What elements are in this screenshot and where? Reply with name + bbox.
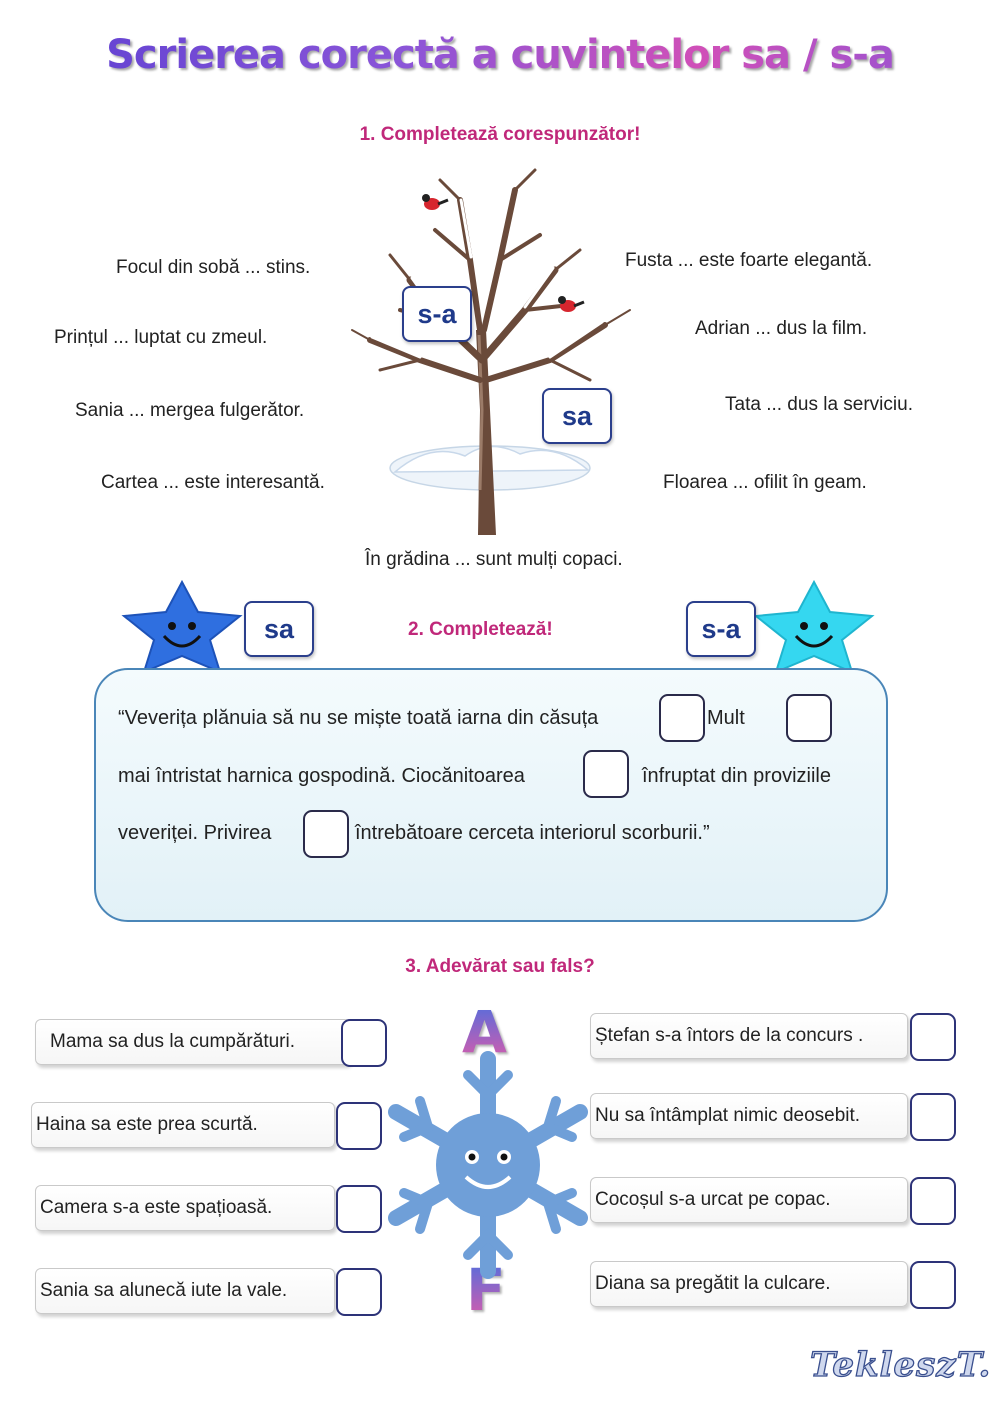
- story-text: întrebătoare cerceta interiorul scorburii.”: [355, 822, 710, 844]
- sentence: Floarea ... ofilit în geam.: [663, 472, 867, 493]
- answer-box[interactable]: [336, 1102, 382, 1150]
- bird-icon: [558, 296, 584, 312]
- answer-blank[interactable]: [659, 694, 705, 742]
- author-signature: TekleszT.: [810, 1345, 992, 1385]
- story-text: Mult: [707, 707, 745, 729]
- answer-box[interactable]: [910, 1261, 956, 1309]
- page-title: Scrierea corectă a cuvintelor sa / s-a: [0, 32, 1000, 78]
- answer-box[interactable]: [341, 1019, 387, 1067]
- false-letter: F: [466, 1256, 506, 1324]
- winter-tree-icon: [340, 160, 640, 540]
- star-face-icon: [752, 578, 877, 673]
- answer-box[interactable]: [336, 1268, 382, 1316]
- word-card-s-a[interactable]: s-a: [686, 601, 756, 657]
- word-card-sa[interactable]: sa: [542, 388, 612, 444]
- section3-heading: 3. Adevărat sau fals?: [405, 956, 595, 977]
- answer-blank[interactable]: [303, 810, 349, 858]
- answer-blank[interactable]: [583, 750, 629, 798]
- section1-heading: 1. Completează corespunzător!: [359, 124, 641, 145]
- tf-statement: Nu sa întâmplat nimic deosebit.: [590, 1093, 908, 1139]
- tf-statement: Ștefan s-a întors de la concurs .: [590, 1013, 908, 1059]
- sentence: În grădina ... sunt mulți copaci.: [365, 549, 623, 570]
- sentence: Sania ... mergea fulgerător.: [75, 400, 305, 421]
- tf-statement: Haina sa este prea scurtă.: [31, 1102, 335, 1148]
- star-face-icon: [120, 578, 245, 673]
- bird-icon: [422, 194, 448, 210]
- story-text: “Veverița plănuia să nu se miște toată iarna din căsuța: [118, 707, 599, 729]
- tf-statement: Camera s-a este spațioasă.: [35, 1185, 335, 1231]
- tf-statement: Sania sa alunecă iute la vale.: [35, 1268, 335, 1314]
- tf-statement: Diana sa pregătit la culcare.: [590, 1261, 908, 1307]
- tf-statement: Mama sa dus la cumpărături.: [35, 1019, 351, 1065]
- word-card-s-a[interactable]: s-a: [402, 286, 472, 342]
- answer-box[interactable]: [910, 1093, 956, 1141]
- sentence: Prințul ... luptat cu zmeul.: [54, 327, 268, 348]
- true-letter: A: [462, 998, 507, 1066]
- story-text: mai întristat harnica gospodină. Ciocănitoarea: [118, 765, 525, 787]
- sentence: Focul din sobă ... stins.: [116, 257, 311, 278]
- snowflake-face-icon: [368, 1045, 608, 1285]
- sentence: Cartea ... este interesantă.: [101, 472, 325, 493]
- answer-box[interactable]: [910, 1177, 956, 1225]
- story-text: veveriței. Privirea: [118, 822, 272, 844]
- section2-heading: 2. Completează!: [408, 619, 553, 640]
- sentence: Tata ... dus la serviciu.: [725, 394, 913, 415]
- word-card-sa[interactable]: sa: [244, 601, 314, 657]
- story-text: înfruptat din proviziile: [642, 765, 831, 787]
- answer-box[interactable]: [336, 1185, 382, 1233]
- answer-blank[interactable]: [786, 694, 832, 742]
- tf-statement: Cocoșul s-a urcat pe copac.: [590, 1177, 908, 1223]
- sentence: Adrian ... dus la film.: [695, 318, 868, 339]
- answer-box[interactable]: [910, 1013, 956, 1061]
- sentence: Fusta ... este foarte elegantă.: [625, 250, 873, 271]
